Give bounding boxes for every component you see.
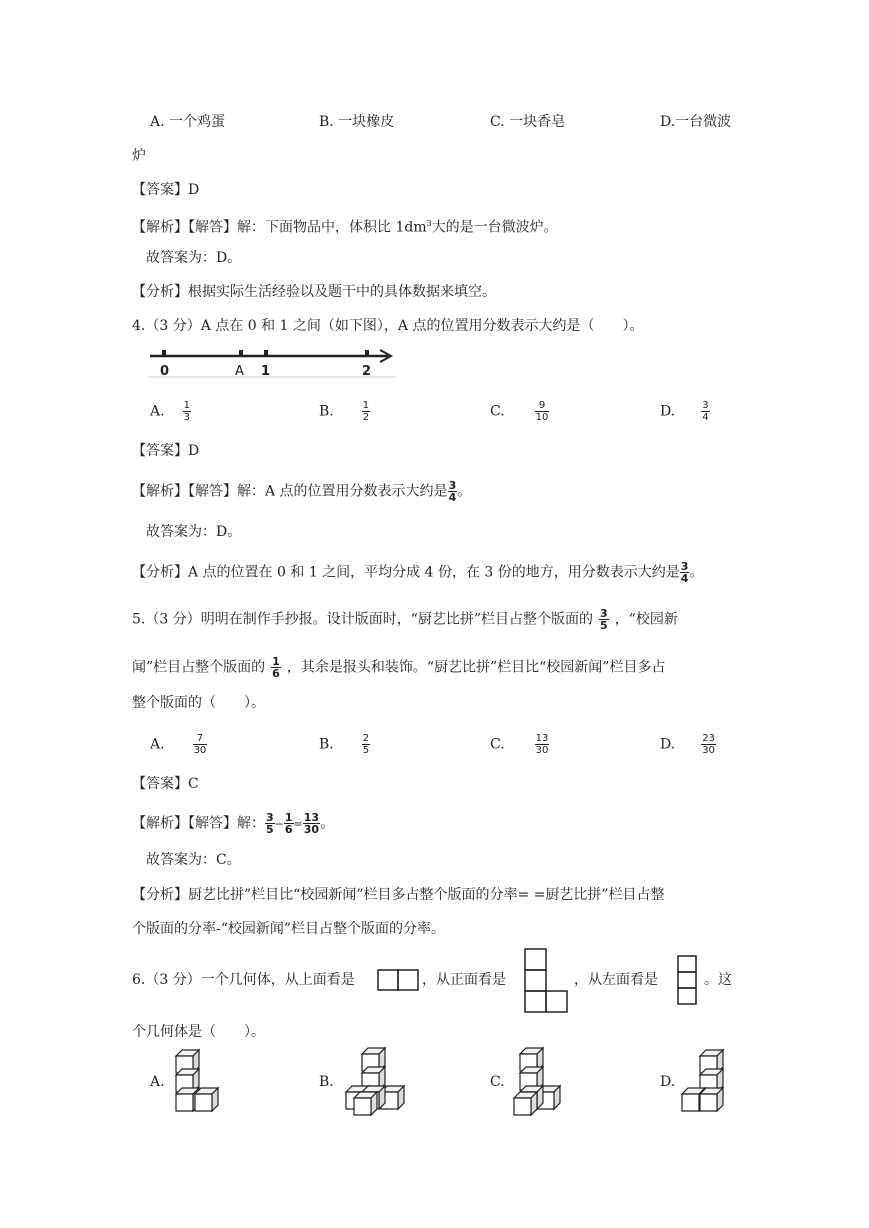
q3-option-c: C. 一块香皂	[490, 114, 566, 130]
q4-option-d-label: D.	[660, 403, 676, 420]
q4-analysis-text-2: 。	[689, 564, 704, 581]
q3-answer: 【答案】D	[132, 182, 200, 198]
fraction-numerator: 1	[183, 400, 190, 411]
top-view-icon	[377, 969, 419, 991]
fraction-numerator: 13	[535, 733, 549, 744]
q4-jiexi-text: 【解析】【解答】解：A 点的位置用分数表示大约是	[132, 483, 448, 500]
q5-stem-text-4: ，其余是报头和装饰。“厨艺比拼”栏目比“校园新闻”栏目多占	[286, 659, 666, 676]
q4-conclusion: 故答案为：D。	[146, 524, 242, 540]
fraction-denominator: 6	[284, 823, 293, 836]
label-2: 2	[362, 364, 372, 379]
fraction-denominator: 5	[266, 823, 274, 836]
q5-option-a-label: A.	[150, 736, 165, 753]
q5-analysis-line-2: 个版面的分率-“校园新闻”栏目占整个版面的分率。	[132, 921, 446, 937]
fraction-numerator: 13	[303, 811, 320, 824]
minus-sign: −	[274, 817, 284, 831]
q5-stem-line-3: 整个版面的（ ）。	[132, 695, 265, 711]
cube	[354, 1092, 377, 1115]
q4-stem: 4.（3 分）A 点在 0 和 1 之间（如下图），A 点的位置用分数表示大约是（ ）。	[132, 318, 644, 334]
cube	[700, 1088, 723, 1111]
q6-option-d-label: D.	[660, 1074, 676, 1090]
fraction-numerator: 3	[266, 811, 274, 824]
q5-option-c	[490, 733, 551, 756]
q4-answer: 【答案】D	[132, 443, 200, 459]
fraction-denominator: 4	[702, 412, 709, 423]
q6-option-c-label: C.	[490, 1074, 505, 1090]
fraction-numerator: 3	[600, 607, 608, 620]
q6-option-a-cubes	[168, 1046, 220, 1116]
fraction-denominator: 30	[535, 745, 549, 756]
q4-jiexi	[132, 480, 471, 503]
q3-option-b: B. 一块橡皮	[319, 114, 395, 130]
q3-jiexi-text: 【解析】【解答】解：下面物品中，体积比 1dm	[132, 219, 427, 236]
q5-stem-text: 5.（3 分）明明在制作手抄报。设计版面时，“厨艺比拼”栏目占整个版面的	[132, 611, 594, 628]
fraction-numerator: 9	[538, 400, 546, 411]
fraction-numerator: 7	[196, 733, 204, 744]
q3-jiexi	[132, 214, 558, 238]
q4-option-d	[660, 400, 712, 423]
q6-option-b-cubes	[340, 1046, 406, 1116]
q3-option-d: D.一台微波	[660, 114, 732, 130]
q4-option-d-fraction	[701, 400, 709, 423]
front-view-icon	[524, 948, 568, 1014]
q6-stem-text-3: ，从左面看是	[574, 972, 658, 988]
label-a: A	[235, 364, 244, 379]
fraction-denominator: 4	[680, 572, 689, 585]
q6-stem-text-4: 。这	[704, 972, 732, 988]
q4-analysis-text: 【分析】A 点的位置在 0 和 1 之间，平均分成 4 份，在 3 份的地方，用分数表示大约是	[132, 564, 680, 581]
q3-option-d-cont: 炉	[132, 148, 146, 164]
q5-option-d-label: D.	[660, 736, 676, 753]
q5-analysis-line-1: 【分析】厨艺比拼”栏目比“校园新闻”栏目多占整个版面的分率= =厨艺比拼”栏目占整	[132, 887, 665, 903]
q4-option-b	[319, 400, 372, 423]
fraction-numerator: 2	[362, 733, 370, 744]
fraction-denominator: 30	[303, 823, 320, 836]
q5-jiexi-text: 【解析】【解答】解：	[132, 815, 265, 832]
fraction-denominator: 2	[362, 412, 370, 423]
q5-option-d	[660, 733, 718, 756]
fraction-numerator: 1	[362, 400, 370, 411]
fraction-denominator: 30	[702, 745, 715, 756]
q6-option-c-cubes	[510, 1046, 566, 1116]
fraction-numerator: 1	[272, 655, 280, 668]
q6-option-a-label: A.	[150, 1074, 165, 1090]
fraction-denominator: 10	[535, 412, 549, 423]
fraction-numerator: 23	[702, 733, 715, 744]
q5-conclusion: 故答案为：C。	[146, 852, 241, 868]
left-view-icon	[677, 955, 699, 1007]
q5-stem-line-1	[132, 608, 678, 631]
q4-option-a	[150, 400, 193, 423]
label-1: 1	[261, 364, 271, 379]
fraction-numerator: 3	[448, 479, 457, 492]
q6-stem-text: 6.（3 分）一个几何体，从上面看是	[132, 972, 355, 988]
fraction-denominator: 5	[362, 745, 370, 756]
q5-option-a	[150, 733, 209, 756]
q4-option-c	[490, 400, 551, 423]
fraction-numerator: 3	[680, 560, 689, 573]
q5-jiexi-text-2: 。	[320, 815, 335, 832]
q4-option-a-fraction	[183, 400, 191, 423]
fraction-denominator: 30	[193, 745, 207, 756]
fraction-denominator: 4	[448, 491, 457, 504]
q3-jiexi-sup: 3	[426, 219, 432, 228]
q5-stem-line-2	[132, 656, 665, 679]
q4-option-b-label: B.	[319, 403, 334, 420]
fraction-denominator: 3	[183, 412, 190, 423]
equals-sign: =	[293, 817, 303, 831]
q6-stem-text-2: ，从正面看是	[422, 972, 506, 988]
q4-option-c-label: C.	[490, 403, 505, 420]
q5-jiexi	[132, 812, 334, 835]
q5-option-c-fraction	[535, 733, 550, 756]
fraction-denominator: 6	[272, 667, 280, 680]
fraction-denominator: 5	[600, 619, 608, 632]
q5-option-d-fraction	[701, 733, 716, 756]
q5-answer: 【答案】C	[132, 776, 199, 792]
q3-option-a: A. 一个鸡蛋	[150, 114, 226, 130]
q5-stem-text-3: 闻”栏目占整个版面的	[132, 659, 266, 676]
q4-option-b-fraction	[362, 400, 370, 423]
q5-option-c-label: C.	[490, 736, 505, 753]
fraction-numerator: 1	[284, 811, 293, 824]
q6-stem-line-2: 个几何体是（ ）。	[132, 1024, 265, 1040]
q5-stem-text-2: ，“校园新	[614, 611, 678, 628]
number-line-figure	[148, 344, 398, 380]
cube	[514, 1092, 537, 1115]
cube	[195, 1088, 218, 1111]
q6-option-d-cubes	[680, 1046, 726, 1116]
q6-option-b-label: B.	[319, 1074, 334, 1090]
q4-analysis	[132, 561, 703, 584]
q5-option-b-label: B.	[319, 736, 334, 753]
q4-option-a-label: A.	[150, 403, 165, 420]
fraction-numerator: 3	[702, 400, 709, 411]
q4-option-c-fraction	[535, 400, 550, 423]
q5-option-a-fraction	[193, 733, 208, 756]
q3-jiexi-text-2: 大的是一台微波炉。	[431, 219, 558, 236]
q4-jiexi-text-2: 。	[457, 483, 472, 500]
q5-option-b-fraction	[362, 733, 370, 756]
q3-analysis: 【分析】根据实际生活经验以及题干中的具体数据来填空。	[132, 284, 496, 300]
q3-conclusion: 故答案为：D。	[146, 250, 242, 266]
q5-option-b	[319, 733, 372, 756]
label-0: 0	[160, 364, 170, 379]
